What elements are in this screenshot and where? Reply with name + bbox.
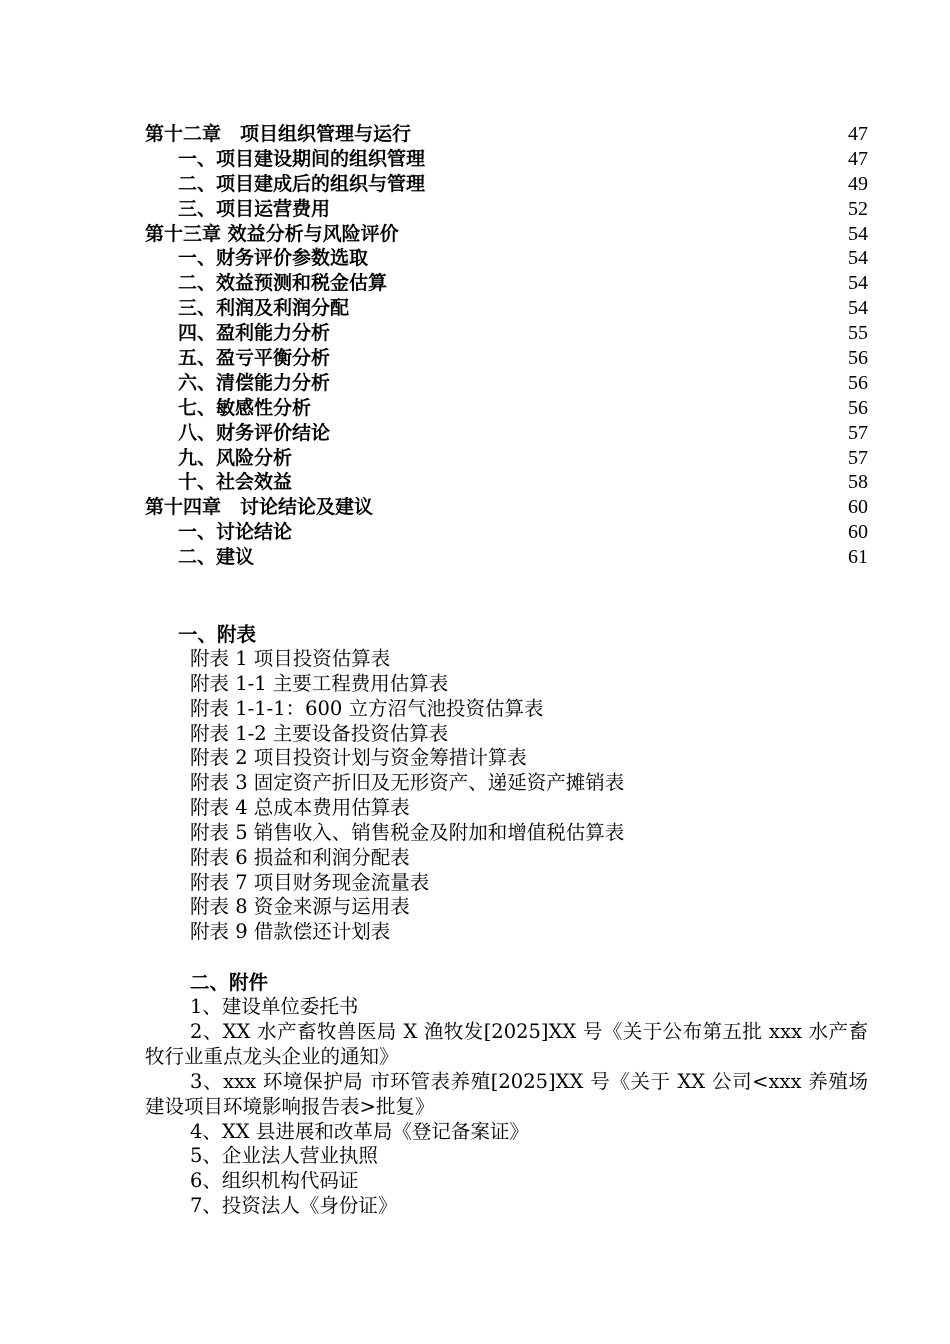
toc-section[interactable] — [145, 446, 868, 471]
appendix-table-item: 附表 6 损益和利润分配表 — [190, 845, 410, 869]
toc-page-number: 57 — [848, 421, 868, 444]
toc-page-number: 54 — [848, 297, 868, 320]
toc-page-number: 55 — [848, 322, 868, 345]
toc-section[interactable] — [145, 346, 868, 371]
table-of-contents — [145, 122, 868, 570]
toc-section[interactable] — [145, 520, 868, 545]
toc-page-number: 56 — [848, 347, 868, 370]
toc-label: 第十四章 讨论结论及建议 — [145, 496, 374, 519]
toc-page-number: 54 — [848, 272, 868, 295]
toc-section[interactable] — [145, 172, 868, 197]
toc-page-number: 52 — [848, 197, 868, 220]
toc-section[interactable] — [145, 470, 868, 495]
toc-label: 一、讨论结论 — [178, 521, 293, 544]
attachment-item: 6、组织机构代码证 — [190, 1169, 359, 1193]
toc-page-number: 61 — [848, 546, 868, 569]
toc-label: 第十二章 项目组织管理与运行 — [145, 123, 412, 145]
toc-section[interactable] — [145, 296, 868, 321]
toc-label: 三、利润及利润分配 — [178, 297, 350, 320]
toc-chapter-12[interactable] — [145, 122, 868, 147]
attachment-item: 1、建设单位委托书 — [190, 995, 359, 1018]
toc-label: 二、项目建成后的组织与管理 — [178, 172, 426, 195]
toc-label: 一、财务评价参数选取 — [178, 247, 369, 270]
appendix-table-item: 附表 2 项目投资计划与资金筹措计算表 — [190, 746, 527, 770]
appendix-table-item: 附表 4 总成本费用估算表 — [190, 796, 410, 820]
appendix-table-item: 附表 1-1-1：600 立方沼气池投资估算表 — [190, 696, 544, 720]
toc-label: 七、敏感性分析 — [178, 396, 312, 419]
toc-section[interactable] — [145, 246, 868, 271]
toc-label: 四、盈利能力分析 — [178, 322, 331, 345]
appendix-table-item: 附表 1-2 主要设备投资估算表 — [190, 721, 449, 745]
toc-label: 五、盈亏平衡分析 — [178, 347, 331, 370]
appendix-table-item: 附表 9 借款偿还计划表 — [190, 920, 391, 944]
toc-page-number: 56 — [848, 371, 868, 394]
attachments-heading: 二、附件 — [190, 971, 269, 994]
toc-label: 九、风险分析 — [178, 446, 293, 469]
appendix-tables-heading: 一、附表 — [178, 623, 257, 646]
toc-label: 二、效益预测和税金估算 — [178, 272, 388, 295]
toc-label: 八、财务评价结论 — [178, 421, 331, 444]
toc-section[interactable] — [145, 147, 868, 172]
toc-label: 三、项目运营费用 — [178, 197, 331, 220]
toc-page-number: 54 — [848, 222, 868, 245]
appendix-table-item: 附表 5 销售收入、销售税金及附加和增值税估算表 — [190, 820, 625, 844]
attachment-item: 3、xxx 环境保护局 市环管表养殖[2025]XX 号《关于 XX 公司<xxx 养殖场建设项目环境影响报告表>批复》 — [145, 1069, 868, 1118]
toc-page-number: 60 — [848, 521, 868, 544]
appendix-table-item: 附表 8 资金来源与运用表 — [190, 895, 410, 919]
toc-section[interactable] — [145, 271, 868, 296]
toc-page-number: 54 — [848, 247, 868, 270]
toc-page-number: 60 — [848, 496, 868, 519]
toc-section[interactable] — [145, 545, 868, 570]
toc-page-number: 57 — [848, 446, 868, 469]
toc-page-number: 49 — [848, 172, 868, 195]
toc-section[interactable] — [145, 371, 868, 396]
attachment-item: 4、XX 县进展和改革局《登记备案证》 — [190, 1119, 529, 1143]
appendix-table-item: 附表 1-1 主要工程费用估算表 — [190, 671, 449, 695]
toc-label: 十、社会效益 — [178, 471, 293, 494]
toc-page-number: 47 — [848, 147, 868, 170]
appendix-table-item: 附表 7 项目财务现金流量表 — [190, 870, 430, 894]
toc-section[interactable] — [145, 421, 868, 446]
appendix-tables-section — [145, 622, 868, 945]
appendix-table-item: 附表 1 项目投资估算表 — [190, 647, 391, 670]
toc-section[interactable] — [145, 396, 868, 421]
toc-section[interactable] — [145, 321, 868, 346]
toc-chapter-14[interactable] — [145, 495, 868, 520]
toc-page-number: 58 — [848, 471, 868, 494]
toc-label: 六、清偿能力分析 — [178, 371, 331, 394]
toc-chapter-13[interactable] — [145, 222, 868, 247]
toc-page-number: 47 — [848, 123, 868, 145]
appendix-table-item: 附表 3 固定资产折旧及无形资产、递延资产摊销表 — [190, 771, 625, 795]
toc-label: 一、项目建设期间的组织管理 — [178, 147, 426, 170]
toc-label: 第十三章 效益分析与风险评价 — [145, 222, 399, 245]
attachment-item: 2、XX 水产畜牧兽医局 X 渔牧发[2025]XX 号《关于公布第五批 xxx 水产畜牧行业重点龙头企业的通知》 — [145, 1019, 868, 1068]
toc-page-number: 56 — [848, 396, 868, 419]
attachment-item: 5、企业法人营业执照 — [190, 1144, 378, 1168]
attachments-section — [145, 970, 868, 1219]
attachment-item: 7、投资法人《身份证》 — [190, 1194, 398, 1218]
toc-section[interactable] — [145, 197, 868, 222]
toc-label: 二、建议 — [178, 546, 255, 569]
